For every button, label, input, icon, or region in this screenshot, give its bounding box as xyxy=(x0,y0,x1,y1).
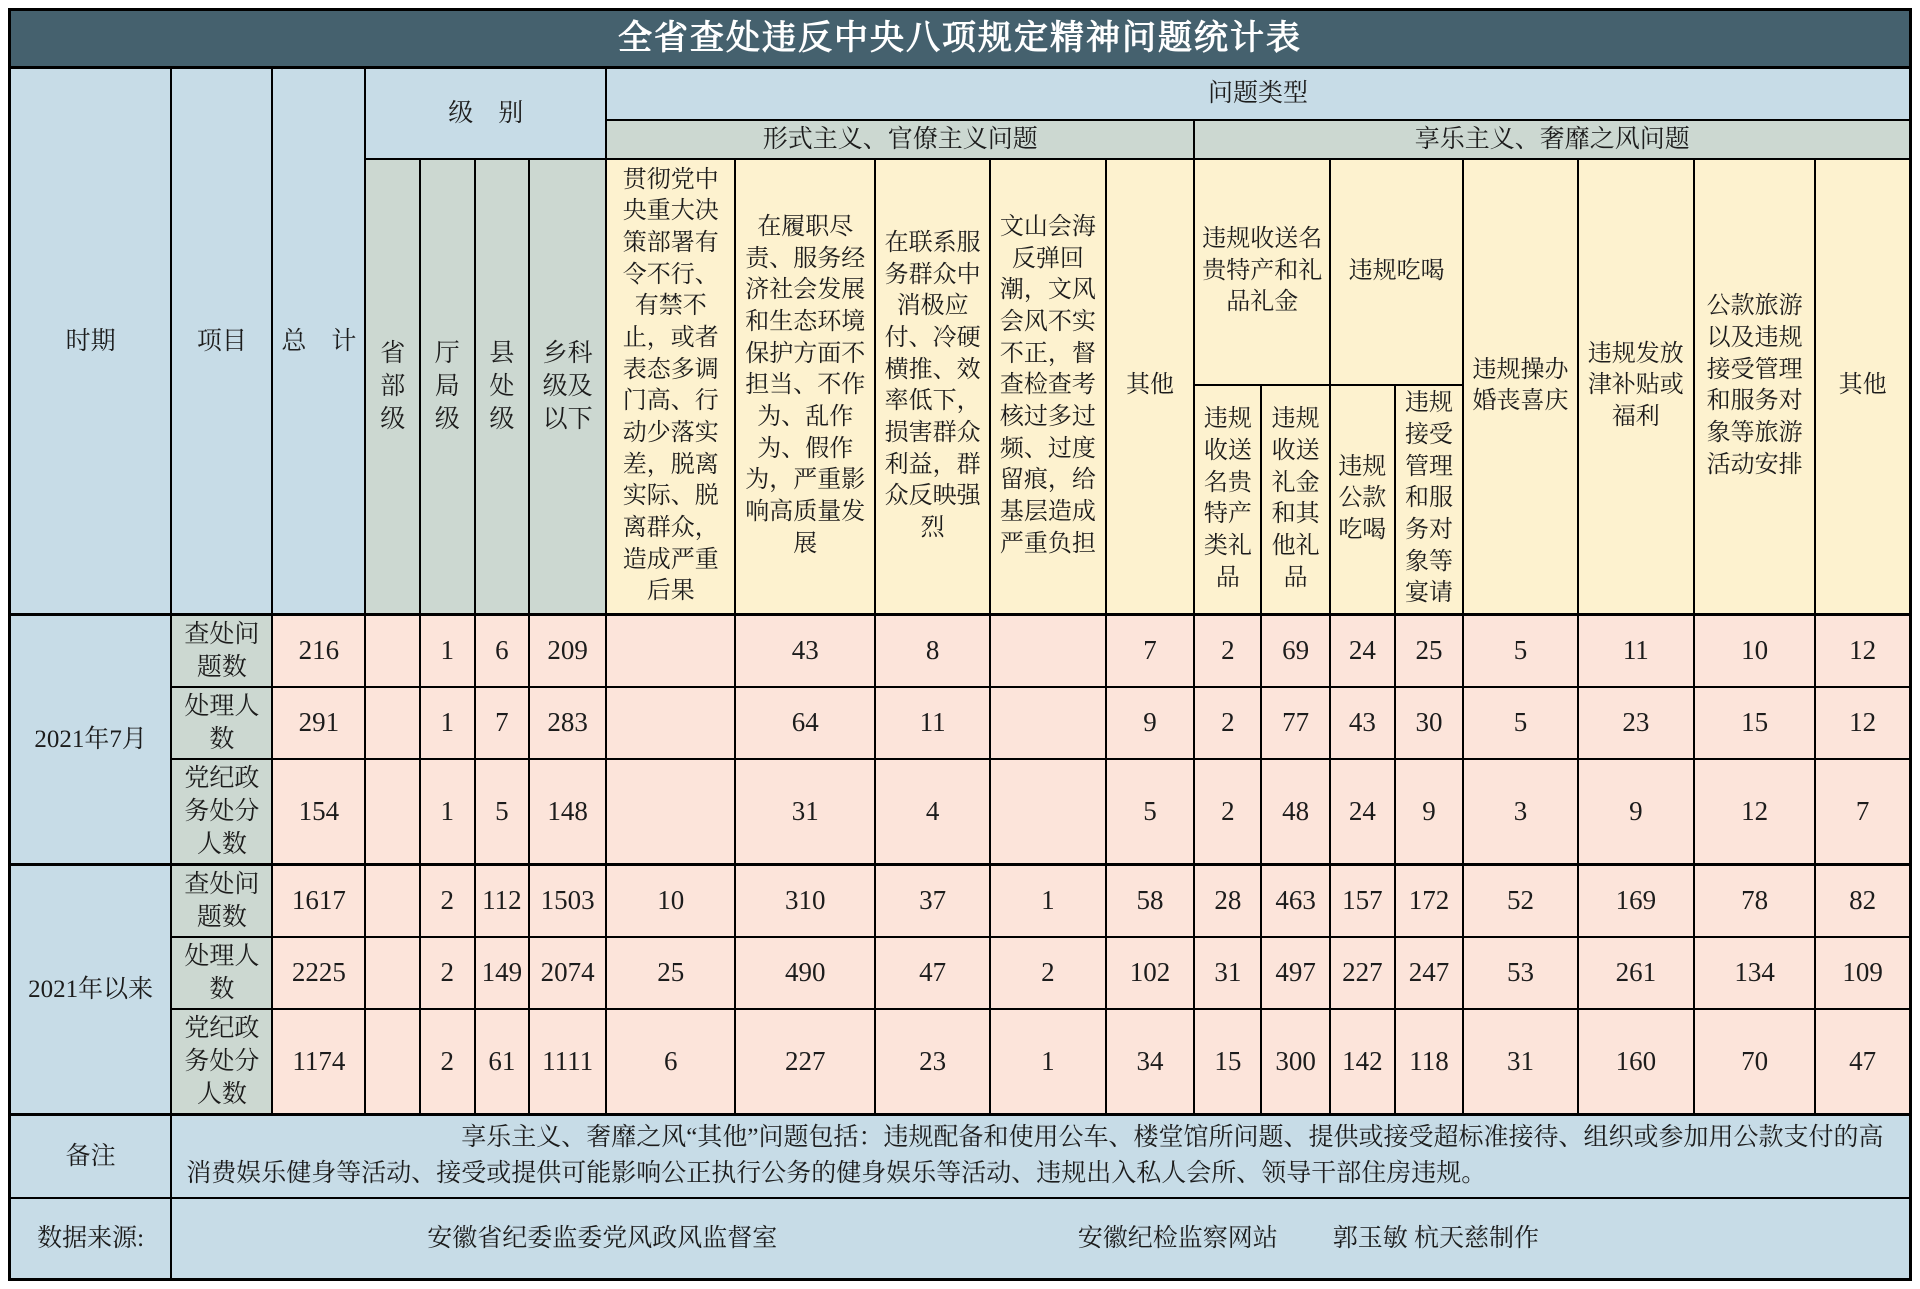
data-cell: 283 xyxy=(529,687,606,759)
data-cell: 7 xyxy=(1106,615,1195,688)
data-cell xyxy=(606,759,735,865)
source-content xyxy=(171,1198,1910,1280)
data-cell: 9 xyxy=(1395,759,1464,865)
item-cell: 查处问题数 xyxy=(171,615,272,688)
remark-paragraph: 享乐主义、奢靡之风“其他”问题包括：违规配备和使用公车、楼堂馆所问题、提供或接受超标准接待、组织或参加用公款支付的高消费娱乐健身等活动、接受或提供可能影响公正执行公务的健身娱乐等活动、违规出入私人会所、领导干部住房违规。 xyxy=(186,1124,1884,1188)
data-cell: 310 xyxy=(735,865,875,938)
header-hedonism-weddings: 违规操办婚丧喜庆 xyxy=(1463,159,1577,615)
source-line xyxy=(172,1222,1909,1255)
data-cell: 2 xyxy=(420,937,475,1009)
header-gifts-money: 违规收送礼金和其他礼品 xyxy=(1261,385,1330,615)
data-cell xyxy=(990,759,1105,865)
data-cell: 11 xyxy=(875,687,990,759)
data-cell xyxy=(365,937,420,1009)
data-cell: 6 xyxy=(606,1009,735,1115)
header-formalism-col-2: 在履职尽责、服务经济社会发展和生态环境保护方面不担当、不作为、乱作为、假作为，严重影响高质量发展 xyxy=(735,159,875,615)
header-formalism-col-1: 贯彻党中央重大决策部署有令不行、有禁不止，或者表态多调门高、行动少落实差，脱离实际、脱离群众，造成严重后果 xyxy=(606,159,735,615)
data-cell: 300 xyxy=(1261,1009,1330,1115)
header-gifts-group: 违规收送名贵特产和礼品礼金 xyxy=(1194,159,1329,385)
data-cell: 70 xyxy=(1694,1009,1815,1115)
header-gifts-specialties: 违规收送名贵特产类礼品 xyxy=(1194,385,1261,615)
data-cell xyxy=(365,1009,420,1115)
header-level-department: 厅局级 xyxy=(420,159,475,615)
table-row xyxy=(10,759,1911,865)
statistics-table xyxy=(8,8,1912,1281)
data-cell: 28 xyxy=(1194,865,1261,938)
data-cell: 5 xyxy=(1106,759,1195,865)
data-cell: 24 xyxy=(1330,759,1395,865)
data-cell: 25 xyxy=(1395,615,1464,688)
data-cell: 291 xyxy=(272,687,365,759)
data-cell: 47 xyxy=(875,937,990,1009)
data-cell xyxy=(365,759,420,865)
data-cell: 61 xyxy=(475,1009,530,1115)
data-cell: 11 xyxy=(1578,615,1694,688)
data-cell xyxy=(365,687,420,759)
source-makers: 郭玉敏 杭天慈制作 xyxy=(1332,1224,1539,1252)
item-cell: 党纪政务处分人数 xyxy=(171,759,272,865)
data-cell: 2 xyxy=(420,865,475,938)
remark-label: 备注 xyxy=(10,1115,172,1198)
data-cell: 1 xyxy=(420,687,475,759)
header-eating-group: 违规吃喝 xyxy=(1330,159,1463,385)
header-formalism-col-other: 其他 xyxy=(1106,159,1195,615)
data-cell: 5 xyxy=(1463,615,1577,688)
data-cell: 43 xyxy=(1330,687,1395,759)
data-cell: 216 xyxy=(272,615,365,688)
data-cell xyxy=(990,687,1105,759)
data-cell: 12 xyxy=(1694,759,1815,865)
table-row xyxy=(10,865,1911,938)
data-cell: 169 xyxy=(1578,865,1694,938)
item-cell: 党纪政务处分人数 xyxy=(171,1009,272,1115)
data-cell: 112 xyxy=(475,865,530,938)
data-cell: 1174 xyxy=(272,1009,365,1115)
data-cell: 3 xyxy=(1463,759,1577,865)
header-row-groups xyxy=(10,68,1911,120)
data-cell: 2 xyxy=(1194,615,1261,688)
data-cell: 9 xyxy=(1106,687,1195,759)
data-cell: 43 xyxy=(735,615,875,688)
header-level-county: 县处级 xyxy=(475,159,530,615)
data-cell: 23 xyxy=(875,1009,990,1115)
header-hedonism-group: 享乐主义、奢靡之风问题 xyxy=(1194,120,1910,159)
data-cell: 261 xyxy=(1578,937,1694,1009)
data-cell: 154 xyxy=(272,759,365,865)
data-cell xyxy=(606,687,735,759)
data-cell: 209 xyxy=(529,615,606,688)
data-cell: 12 xyxy=(1815,687,1910,759)
data-cell: 157 xyxy=(1330,865,1395,938)
source-label: 数据来源: xyxy=(10,1198,172,1280)
data-cell: 109 xyxy=(1815,937,1910,1009)
data-cell: 118 xyxy=(1395,1009,1464,1115)
data-cell: 1 xyxy=(990,865,1105,938)
header-formalism-col-4: 文山会海反弹回潮，文风会风不实不正，督查检查考核过多过频、过度留痕，给基层造成严重负担 xyxy=(990,159,1105,615)
data-cell: 6 xyxy=(475,615,530,688)
data-cell: 1111 xyxy=(529,1009,606,1115)
data-cell: 31 xyxy=(735,759,875,865)
data-cell: 160 xyxy=(1578,1009,1694,1115)
data-cell: 1503 xyxy=(529,865,606,938)
header-formalism-group: 形式主义、官僚主义问题 xyxy=(606,120,1194,159)
header-total: 总 计 xyxy=(272,68,365,615)
item-cell: 处理人数 xyxy=(171,687,272,759)
data-cell: 12 xyxy=(1815,615,1910,688)
item-cell: 处理人数 xyxy=(171,937,272,1009)
data-cell: 31 xyxy=(1194,937,1261,1009)
data-cell: 227 xyxy=(735,1009,875,1115)
data-cell: 10 xyxy=(1694,615,1815,688)
data-cell: 8 xyxy=(875,615,990,688)
data-cell: 23 xyxy=(1578,687,1694,759)
data-cell: 1 xyxy=(990,1009,1105,1115)
data-cell: 53 xyxy=(1463,937,1577,1009)
data-cell: 2 xyxy=(990,937,1105,1009)
data-cell: 463 xyxy=(1261,865,1330,938)
data-cell: 142 xyxy=(1330,1009,1395,1115)
remark-text xyxy=(171,1115,1910,1198)
header-formalism-col-3: 在联系服务群众中消极应付、冷硬横推、效率低下，损害群众利益，群众反映强烈 xyxy=(875,159,990,615)
table-row xyxy=(10,1009,1911,1115)
data-cell: 134 xyxy=(1694,937,1815,1009)
data-cell: 7 xyxy=(475,687,530,759)
data-cell: 58 xyxy=(1106,865,1195,938)
data-cell xyxy=(365,615,420,688)
data-cell: 77 xyxy=(1261,687,1330,759)
source-website: 安徽纪检监察网站 xyxy=(1077,1224,1278,1252)
table-row xyxy=(10,687,1911,759)
period-cell: 2021年7月 xyxy=(10,615,172,865)
data-cell: 2225 xyxy=(272,937,365,1009)
data-cell xyxy=(606,615,735,688)
data-cell: 69 xyxy=(1261,615,1330,688)
data-cell: 497 xyxy=(1261,937,1330,1009)
data-cell: 78 xyxy=(1694,865,1815,938)
table-row xyxy=(10,937,1911,1009)
data-cell: 24 xyxy=(1330,615,1395,688)
data-cell: 5 xyxy=(1463,687,1577,759)
header-period: 时期 xyxy=(10,68,172,615)
data-cell: 37 xyxy=(875,865,990,938)
period-cell: 2021年以来 xyxy=(10,865,172,1115)
data-cell xyxy=(990,615,1105,688)
source-row xyxy=(10,1198,1911,1280)
data-cell: 82 xyxy=(1815,865,1910,938)
data-cell: 52 xyxy=(1463,865,1577,938)
header-item: 项目 xyxy=(171,68,272,615)
header-problem-type-group: 问题类型 xyxy=(606,68,1910,120)
data-cell: 9 xyxy=(1578,759,1694,865)
item-cell: 查处问题数 xyxy=(171,865,272,938)
remark-row xyxy=(10,1115,1911,1198)
header-level-township: 乡科级及以下 xyxy=(529,159,606,615)
data-cell: 1 xyxy=(420,615,475,688)
data-cell: 2 xyxy=(1194,687,1261,759)
data-cell: 34 xyxy=(1106,1009,1195,1115)
data-cell: 25 xyxy=(606,937,735,1009)
data-cell: 4 xyxy=(875,759,990,865)
data-cell: 490 xyxy=(735,937,875,1009)
data-cell: 1617 xyxy=(272,865,365,938)
header-eating-public-funds: 违规公款吃喝 xyxy=(1330,385,1395,615)
title-row xyxy=(10,10,1911,68)
data-cell: 64 xyxy=(735,687,875,759)
header-level-province: 省部级 xyxy=(365,159,420,615)
header-level-group: 级 别 xyxy=(365,68,606,159)
data-cell xyxy=(365,865,420,938)
data-cell: 172 xyxy=(1395,865,1464,938)
data-cell: 1 xyxy=(420,759,475,865)
data-cell: 2 xyxy=(1194,759,1261,865)
data-cell: 102 xyxy=(1106,937,1195,1009)
header-eating-banquets: 违规接受管理和服务对象等宴请 xyxy=(1395,385,1464,615)
header-hedonism-travel: 公款旅游以及违规接受管理和服务对象等旅游活动安排 xyxy=(1694,159,1815,615)
data-cell: 7 xyxy=(1815,759,1910,865)
data-cell: 15 xyxy=(1694,687,1815,759)
data-cell: 148 xyxy=(529,759,606,865)
data-cell: 47 xyxy=(1815,1009,1910,1115)
data-cell: 30 xyxy=(1395,687,1464,759)
data-cell: 10 xyxy=(606,865,735,938)
page-title: 全省查处违反中央八项规定精神问题统计表 xyxy=(10,10,1911,68)
data-cell: 2074 xyxy=(529,937,606,1009)
source-organization: 安徽省纪委监委党风政风监督室 xyxy=(427,1224,778,1252)
data-cell: 15 xyxy=(1194,1009,1261,1115)
data-cell: 247 xyxy=(1395,937,1464,1009)
data-cell: 48 xyxy=(1261,759,1330,865)
table-row xyxy=(10,615,1911,688)
data-cell: 31 xyxy=(1463,1009,1577,1115)
header-hedonism-allowances: 违规发放津补贴或福利 xyxy=(1578,159,1694,615)
data-cell: 227 xyxy=(1330,937,1395,1009)
data-cell: 149 xyxy=(475,937,530,1009)
data-cell: 5 xyxy=(475,759,530,865)
data-cell: 2 xyxy=(420,1009,475,1115)
header-hedonism-other: 其他 xyxy=(1815,159,1910,615)
